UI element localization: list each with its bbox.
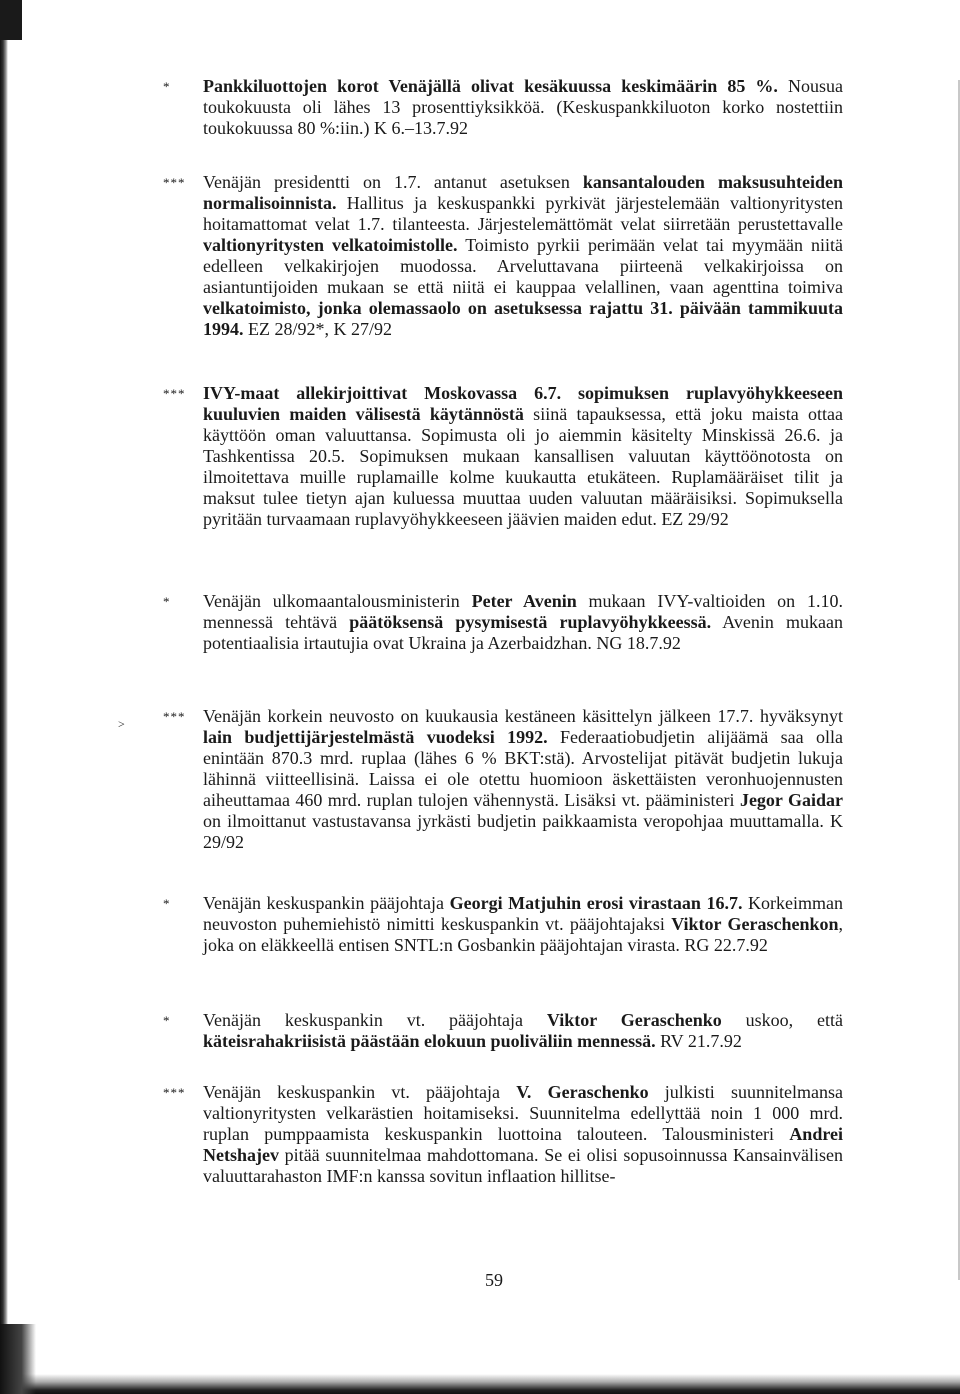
text-run: Nousua toukokuusta oli lähes 13 prosenttiyksikköä. (Keskuspankkiluoton korko nostettiin toukokuussa 80 %:iin.) K 6.–13.7.92 [203,76,843,138]
entry-marker: *** [163,175,186,190]
entry-text [203,1010,843,1052]
news-entry-7 [163,1010,843,1052]
text-run: Venäjän ulkomaantalousministerin [203,591,472,611]
entry-text [203,893,843,956]
bold-text-run: V. Geraschenko [516,1082,649,1102]
bold-text-run: Viktor Geraschenko [546,1010,722,1030]
text-run: Federaatiobudjetin alijäämä saa olla enintään 870.3 mrd. ruplaa (lähes 6 % BKT:stä). Arvostelijat pitävät budjetin lukuja lähinnä viitteellisinä. Laissa ei ole otettu huomioon äskettäisten veronhuojennusten aiheuttamaa 460 mrd. ruplan tulojen vähennystä. Lisäksi vt. pääministeri [203,727,843,810]
news-entry-6 [163,893,843,956]
text-run: Toimisto pyrkii perimään velat tai myymään niitä edelleen velkakirjojen muodossa. Arveluttavana piirteenä velkakirjoissa on asiantuntijoiden mukaan se että niitä ei kauppaa velallinen, vaan agenttina toimiva [203,235,843,297]
text-run: Venäjän keskuspankin pääjohtaja [203,893,450,913]
scan-border-corner-bottom [0,1324,36,1394]
entry-marker: * [163,896,171,911]
entry-text [203,1082,843,1187]
text-run: Venäjän keskuspankin vt. pääjohtaja [203,1010,547,1030]
text-run: Avenin mukaan potentiaalisia irtautujia ovat Ukraina ja Azerbaidzhan. NG 18.7.92 [203,612,843,653]
text-run: Venäjän korkein neuvosto on kuukausia kestäneen käsittelyn jälkeen 17.7. hyväksynyt [203,706,843,726]
bold-text-run: lain budjettijärjestelmästä vuodeksi 1992. [203,727,548,747]
text-run: mukaan IVY-valtioiden on 1.10. mennessä tehtävä [203,591,843,632]
news-entry-4 [163,591,843,654]
text-run: on ilmoittanut vastustavansa jyrkästi budjetin paikkaamista veropohjaa muuttamalla. K 29/92 [203,811,843,852]
margin-mark: > [118,717,125,731]
entry-text [203,706,843,853]
bold-text-run: kansantalouden maksusuhteiden normalisoinnista. [203,172,843,213]
bold-text-run: Jegor Gaidar [739,790,843,810]
text-run: uskoo, että [721,1010,843,1030]
text-run: julkisti suunnitelmansa valtionyritysten velkarästien hoitamiseksi. Suunnitelma edellyttää noin 1 000 mrd. ruplan pumppaamista keskuspankin luottoina talouteen. Talousministeri [203,1082,843,1144]
text-run: siinä tapauksessa, että joku maista ottaa käyttöön oman valuuttansa. Sopimusta oli jo aiemmin käsitelty Minskissä 26.6. ja Tashkentissa 20.5. Sopimuksen mukaan kansallisen valuutan käyttöönotosta on ilmoitettava muille ruplamaille kolme kuukautta etukäteen. Ruplamääräiset tilit ja maksut tulee tietyn ajan kuluessa muuttaa uuden valuutan määräisiksi. Sopimuksella pyritään turvaamaan ruplavyöhykkeeseen jäävien maiden edut. EZ 29/92 [203,404,843,529]
bold-text-run: käteisrahakriisistä päästään elokuun puoliväliin mennessä. [203,1031,656,1051]
entry-text [203,383,843,530]
bold-text-run: Pankkiluottojen korot Venäjällä olivat kesäkuussa keskimäärin 85 %. [203,76,778,96]
bold-text-run: velkatoimisto, jonka olemassaolo on asetuksessa rajattu 31. päivään tammikuuta 1994. [203,298,843,339]
text-run: RV 21.7.92 [655,1031,742,1051]
entry-marker: * [163,594,171,609]
entry-marker: *** [163,1085,186,1100]
bold-text-run: päätöksensä pysymisestä ruplavyöhykkeessä. [349,612,712,632]
bold-text-run: IVY-maat allekirjoittivat Moskovassa 6.7. sopimuksen ruplavyöhykkeeseen kuuluvien maiden välisestä käytännöstä [203,383,843,424]
bold-text-run: Andrei Netshajev [203,1124,843,1165]
bold-text-run: valtionyritysten velkatoimistolle. [203,235,458,255]
page-number: 59 [485,1270,503,1290]
text-run: Hallitus ja keskuspankki pyrkivät järjestelemään valtionyritysten hoitamattomat velat 1.7. tilanteesta. Järjestelemättömät velat siirretään perustettavalle [203,193,843,234]
bold-text-run: Peter Avenin [471,591,577,611]
news-entry-8 [163,1082,843,1187]
entry-text [203,591,843,654]
entry-marker: * [163,79,171,94]
entry-marker: *** [163,386,186,401]
bold-text-run: Viktor Geraschenkon [671,914,839,934]
entry-marker: * [163,1013,171,1028]
news-entry-2 [163,172,843,340]
entry-text [203,172,843,340]
entry-text [203,76,843,139]
news-entry-1 [163,76,843,139]
news-entry-5 [163,706,843,853]
scan-border-corner-top [0,0,22,40]
text-run: pitää suunnitelmaa mahdottomana. Se ei olisi sopusoinnussa Kansainvälisen valuuttarahaston IMF:n kanssa sovitun inflaation hillitse- [203,1145,843,1186]
scan-border-bottom [0,1374,960,1394]
text-run: Korkeimman neuvoston puhemiehistö nimitti keskuspankin vt. pääjohtajaksi [203,893,843,934]
text-run: , joka on eläkkeellä entisen SNTL:n Gosbankin pääjohtajan virasta. RG 22.7.92 [203,914,843,955]
news-entry-3 [163,383,843,530]
entry-marker: *** [163,709,186,724]
scan-border-left [0,0,8,1394]
text-run: Venäjän keskuspankin vt. pääjohtaja [203,1082,517,1102]
text-run: Venäjän presidentti on 1.7. antanut asetuksen [203,172,583,192]
bold-text-run: Georgi Matjuhin erosi virastaan 16.7. [449,893,743,913]
text-run: EZ 28/92*, K 27/92 [243,319,392,339]
